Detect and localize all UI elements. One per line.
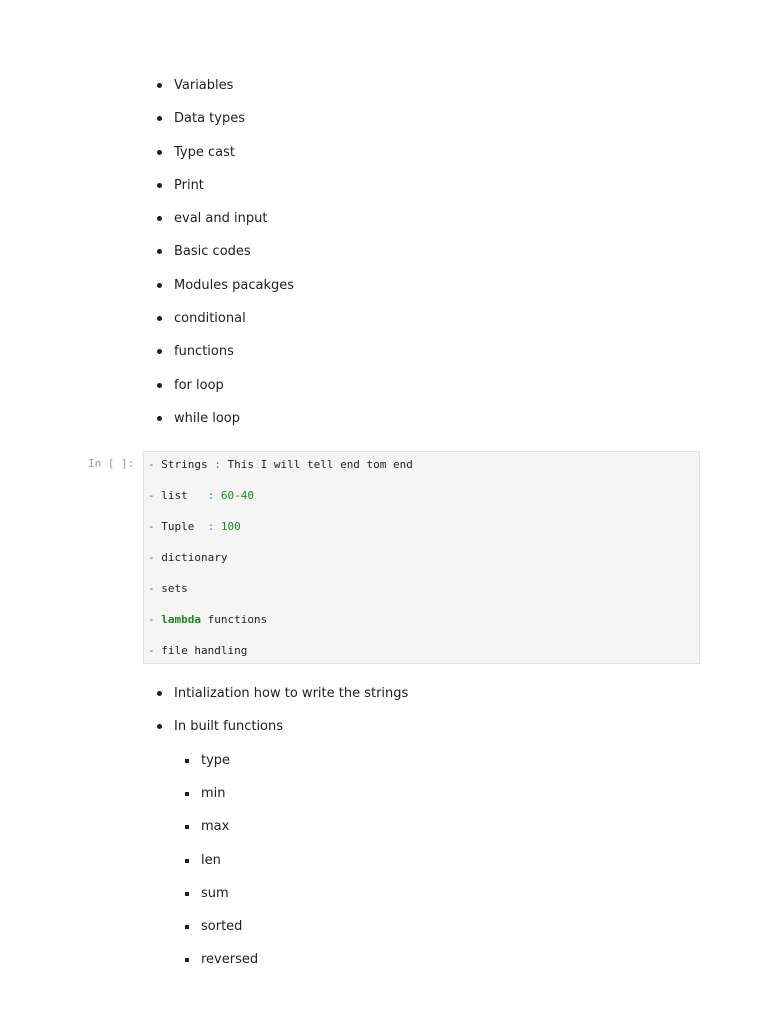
code-text: functions — [201, 613, 268, 626]
bullet-icon — [157, 116, 162, 121]
sub-list-item — [0, 817, 768, 850]
sub-list-item-label: reversed — [201, 952, 259, 968]
code-dash: - — [148, 613, 155, 626]
list-item-label: Variables — [174, 78, 234, 93]
list-item-label: Intialization how to write the strings — [174, 686, 409, 701]
list-item-label: Data types — [174, 111, 245, 127]
sub-list-item — [0, 851, 768, 884]
square-bullet-icon — [185, 792, 189, 796]
square-bullet-icon — [185, 859, 189, 863]
code-colon: : — [207, 489, 215, 502]
sub-list-item-label: min — [201, 786, 226, 802]
list-item-label: eval and input — [174, 211, 268, 227]
code-name: Tuple — [161, 520, 208, 533]
sub-list-item-label: max — [201, 819, 230, 835]
bullet-icon — [157, 216, 162, 221]
code-name: dictionary — [161, 551, 228, 564]
bullet-icon — [157, 83, 162, 88]
square-bullet-icon — [185, 958, 189, 962]
cell-prompt: In [ ]: — [88, 457, 135, 470]
list-item — [0, 76, 768, 109]
square-bullet-icon — [185, 892, 189, 896]
list-item — [0, 209, 768, 242]
square-bullet-icon — [185, 825, 189, 829]
list-item-label: Basic codes — [174, 244, 251, 260]
code-name: sets — [161, 582, 188, 595]
list-item — [0, 342, 768, 375]
sub-list-item — [0, 884, 768, 917]
bullet-icon — [157, 724, 162, 729]
bullet-icon — [157, 383, 162, 388]
sub-list-item-label: type — [201, 753, 231, 768]
code-colon: : — [214, 458, 221, 471]
square-bullet-icon — [185, 925, 189, 929]
code-line-list — [148, 488, 254, 504]
sub-list-item-label: sum — [201, 885, 229, 901]
list-item — [0, 176, 768, 209]
code-dash: - — [148, 644, 155, 657]
sub-list-item — [0, 950, 768, 983]
bullet-icon — [157, 691, 162, 696]
bullet-icon — [157, 283, 162, 288]
list-item-label: functions — [174, 344, 234, 360]
code-name: file handling — [161, 644, 248, 657]
list-item-label: Type cast — [174, 144, 235, 160]
list-item-label: conditional — [174, 311, 246, 327]
code-dash: - — [148, 489, 155, 502]
code-line-file — [148, 643, 247, 659]
list-item-label: for loop — [174, 377, 224, 393]
bullet-icon — [157, 416, 162, 421]
list-item-label: Print — [174, 177, 204, 193]
list-item-label: Modules pacakges — [174, 277, 295, 293]
code-keyword: lambda — [161, 613, 201, 626]
code-line-dictionary — [148, 550, 227, 566]
list-item — [0, 143, 768, 176]
sub-list-item — [0, 751, 768, 784]
strings-topics-list — [0, 684, 768, 751]
list-item — [0, 376, 768, 409]
bullet-icon — [157, 316, 162, 321]
code-name: Strings — [161, 458, 215, 471]
list-item — [0, 309, 768, 342]
sub-list-item — [0, 784, 768, 817]
sub-list-item — [0, 917, 768, 950]
code-number: 100 — [220, 520, 241, 533]
sub-list-item-label: len — [201, 852, 221, 868]
code-dash: - — [148, 582, 155, 595]
list-item — [0, 242, 768, 275]
code-cell[interactable] — [143, 451, 700, 664]
code-number: 60-40 — [220, 489, 254, 502]
bullet-icon — [157, 249, 162, 254]
bullet-icon — [157, 183, 162, 188]
list-item — [0, 276, 768, 309]
list-item — [0, 109, 768, 142]
list-item-label: In built functions — [174, 719, 284, 735]
code-text: This I will tell end tom end — [220, 458, 413, 471]
code-colon: : — [207, 520, 215, 533]
code-dash: - — [148, 458, 155, 471]
bullet-icon — [157, 349, 162, 354]
bullet-icon — [157, 150, 162, 155]
list-item — [0, 684, 768, 717]
code-line-sets — [148, 581, 188, 597]
builtin-functions-list — [0, 751, 768, 983]
list-item — [0, 717, 768, 750]
code-line-strings — [148, 457, 413, 473]
list-item-label: while loop — [174, 410, 240, 426]
code-dash: - — [148, 551, 155, 564]
code-line-tuple — [148, 519, 241, 535]
topics-list — [0, 76, 768, 442]
square-bullet-icon — [185, 759, 189, 763]
code-dash: - — [148, 520, 155, 533]
sub-list-item-label: sorted — [201, 918, 243, 934]
code-name: list — [161, 489, 208, 502]
code-line-lambda — [148, 612, 267, 628]
list-item — [0, 409, 768, 442]
